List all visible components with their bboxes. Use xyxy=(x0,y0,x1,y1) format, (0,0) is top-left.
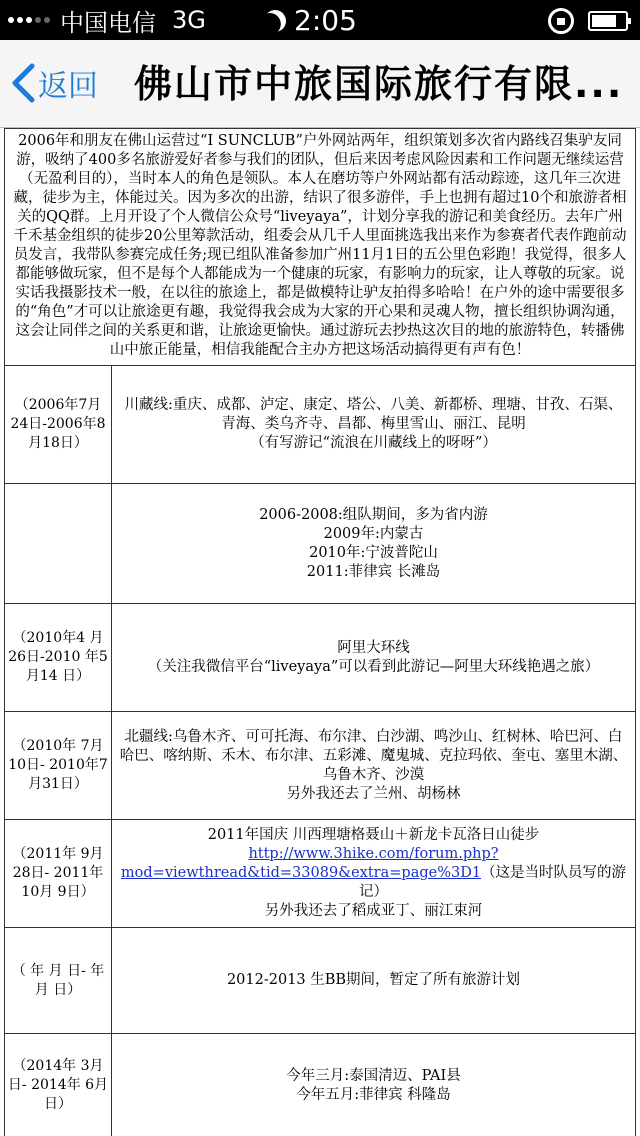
page-title: 佛山市中旅国际旅行有限... xyxy=(134,62,624,106)
trip-line: 2011年国庆 川西理塘格聂山＋新龙卡瓦洛日山徒步 xyxy=(207,827,540,843)
table-row xyxy=(5,928,636,1034)
trip-line: 川藏线:重庆、成都、泸定、康定、塔公、八美、新都桥、理塘、甘孜、石渠、青海、类乌齐寺、昌都、梅里雪山、丽江、昆明 xyxy=(124,397,623,432)
trip-description xyxy=(112,604,636,712)
signal-strength-icon xyxy=(8,17,50,23)
do-not-disturb-moon-icon xyxy=(260,5,290,35)
trip-date: （ 年 月 日- 年 月 日） xyxy=(5,928,112,1034)
trip-date: （2014年 3月日- 2014年 6月日） xyxy=(5,1034,112,1136)
trip-description xyxy=(112,484,636,604)
table-row xyxy=(5,820,636,928)
table-row xyxy=(5,604,636,712)
status-bar xyxy=(0,0,640,40)
trip-line: 2012-2013 生BB期间，暂定了所有旅游计划 xyxy=(226,972,521,988)
trip-line: 2006-2008:组队期间，多为省内游 xyxy=(259,506,488,523)
trip-line: （有写游记“流浪在川藏线上的呀呀”） xyxy=(250,435,497,451)
back-button[interactable] xyxy=(10,58,98,108)
trip-date: （2011年 9月28日- 2011年10月 9日） xyxy=(5,820,112,928)
intro-row xyxy=(5,129,636,366)
carrier-name: 中国电信 xyxy=(60,8,156,37)
table-row xyxy=(5,1034,636,1136)
trip-description xyxy=(112,928,636,1034)
link-note: （这是当时队员写的游记） xyxy=(359,865,627,900)
trip-description xyxy=(112,366,636,484)
trip-line: 2009年:内蒙古 xyxy=(323,525,424,542)
itinerary-table xyxy=(4,128,636,1136)
forum-link[interactable]: http://www.3hike.com/forum.php? xyxy=(248,846,499,862)
trip-line: （关注我微信平台“liveyaya”可以看到此游记—阿里大环线艳遇之旅） xyxy=(147,658,600,675)
trip-line: 北疆线:乌鲁木齐、可可托海、布尔津、白沙湖、鸣沙山、红树林、哈巴河、白哈巴、喀纳斯、禾木、布尔津、五彩滩、魔鬼城、克拉玛依、奎屯、塞里木湖、乌鲁木齐、沙漠 xyxy=(119,728,628,783)
status-right xyxy=(548,8,628,34)
network-type: 3G xyxy=(172,6,206,34)
trip-description xyxy=(112,712,636,820)
trip-description xyxy=(112,820,636,928)
trip-line: 2010年:宁波普陀山 xyxy=(309,544,438,561)
trip-date: （2010年 7月10日- 2010年7月31日） xyxy=(5,712,112,820)
status-left xyxy=(8,6,206,37)
status-time-group xyxy=(264,4,357,37)
navigation-bar xyxy=(0,40,640,128)
trip-date: （2006年7月24日-2006年8月18日） xyxy=(5,366,112,484)
chevron-left-icon xyxy=(10,63,36,103)
trip-line: 阿里大环线 xyxy=(337,639,410,656)
table-row xyxy=(5,484,636,604)
rotation-lock-icon xyxy=(548,8,574,34)
table-row xyxy=(5,712,636,820)
table-row xyxy=(5,366,636,484)
trip-line: 另外我还去了兰州、胡杨林 xyxy=(286,785,461,802)
forum-link-continued[interactable]: mod=viewthread&tid=33089&extra=page%3D1 xyxy=(120,865,482,881)
trip-description xyxy=(112,1034,636,1136)
trip-line: 另外我还去了稻成亚丁、丽江束河 xyxy=(264,903,483,919)
clock: 2:05 xyxy=(294,4,357,37)
trip-date xyxy=(5,484,112,604)
trip-date: （2010年4 月26日-2010 年5月14 日） xyxy=(5,604,112,712)
intro-text: 2006年和朋友在佛山运营过“I SUNCLUB”户外网站两年，组织策划多次省内路线召集驴友同游，吸纳了400多名旅游爱好者参与我们的团队，但后来因考虑风险因素和工作问题无继续运营（无盈利目的），当时本人的角色是领队。本人在磨坊等户外网站都有活动踪迹，这几年三次进藏，徒步为主，体能过关。因为多次的出游，结识了很多游伴，手上也拥有超过10个和旅游者相关的QQ群。上月开设了个人微信公众号“liveyaya”，计划分享我的游记和美食经历。去年广州千禾基金组织的徒步20公里筹款活动，组委会从几千人里面挑选我出来作为参赛者代表作跑前动员发言，我带队参赛完成任务;现已组队准备参加广州11月1日的五公里色彩跑！我觉得，很多人都能够做玩家，但不是每个人都能成为一个健康的玩家，有影响力的玩家，让人尊敬的玩家。说实话我摄影技术一般，在以往的旅途上，都是做模特让驴友拍得多哈哈！在户外的途中需要很多的“角色”才可以让旅途更有趣，我觉得我会成为大家的开心果和灵魂人物，擅长组织协调沟通，这会让同伴之间的关系更和谐，让旅途更愉快。通过游玩去抄热这次目的地的旅游特色，转播佛山中旅正能量，相信我能配合主办方把这场活动搞得更有声有色！ xyxy=(5,129,636,366)
itinerary-content[interactable] xyxy=(0,128,640,1136)
back-label: 返回 xyxy=(38,69,98,104)
battery-icon xyxy=(588,11,628,31)
trip-line: 今年五月:菲律宾 科隆岛 xyxy=(296,1086,451,1103)
trip-line: 2011:菲律宾 长滩岛 xyxy=(306,563,441,580)
battery-fill xyxy=(592,15,616,27)
trip-line: 今年三月:泰国清迈、PAI县 xyxy=(286,1067,461,1084)
